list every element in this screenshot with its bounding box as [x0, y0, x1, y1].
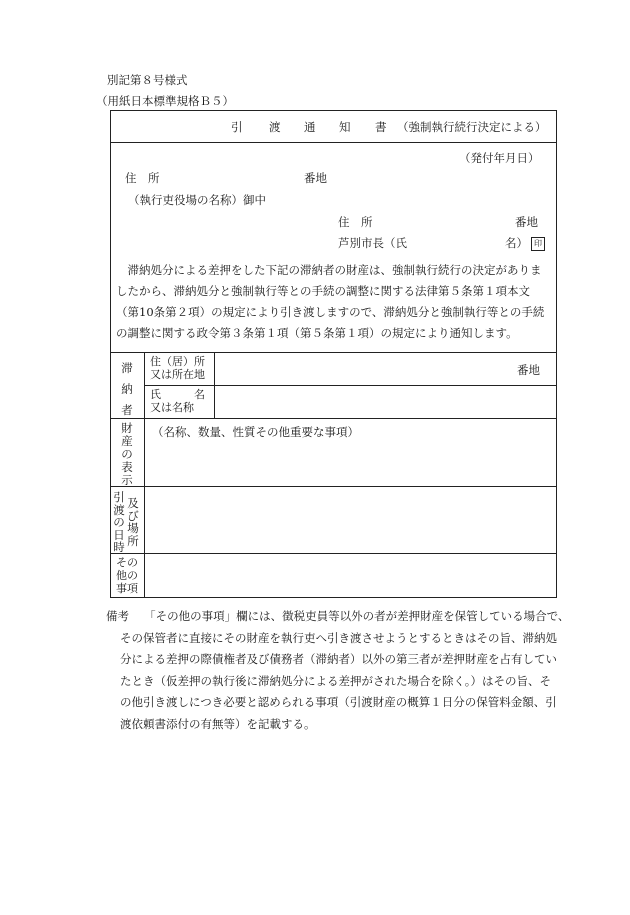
remarks-line: 渡依頼書添付の有無等）を記載する。 [120, 716, 316, 731]
divider-body [110, 352, 557, 353]
delinquent-label: 滞納者 [121, 361, 133, 417]
notice-body [116, 260, 552, 344]
column-label-divider [144, 352, 145, 598]
recipient-banchi: 番地 [304, 171, 327, 185]
remarks-line: 「その他の事項」欄には、徴税吏員等以外の者が差押財産を保管している場合で、 [144, 609, 570, 623]
address-label-line2: 又は所在地 [150, 368, 205, 381]
title-char-1: 引 [231, 120, 243, 134]
notice-form [110, 110, 557, 598]
remarks-line: その保管者に直接にその財産を執行吏へ引き渡させようとするときはその旨、滞納処 [120, 630, 557, 645]
sender-name-suffix [505, 235, 545, 251]
body-line: （第10条第２項）の規定により引き渡しますので、滞納処分と強制執行等との手続 [116, 305, 545, 319]
form-number: 別記第８号様式 [107, 73, 188, 87]
recipient-address-label: 住 所 [125, 171, 160, 185]
body-line: 滞納処分による差押をした下記の滞納者の財産は、強制執行続行の決定がありま [116, 263, 542, 277]
title-char-2: 渡 [269, 120, 281, 134]
body-line: したから、滞納処分と強制執行等との手続の調整に関する法律第５条第１項本文 [116, 284, 530, 298]
title-char-3: 通 [304, 120, 316, 134]
issue-date: （発付年月日） [459, 151, 540, 165]
remarks-line: の他引き渡しにつき必要と認められる事項（引渡財産の概算１日分の保管料金額、引 [120, 695, 557, 709]
remarks [106, 606, 576, 735]
sender-banchi: 番地 [515, 215, 538, 229]
divider-property [110, 486, 557, 487]
handover-label-date: 引渡の日時 [113, 490, 125, 554]
sender-address-label: 住 所 [338, 215, 373, 229]
paper-spec: （用紙日本標準規格Ｂ５） [96, 94, 234, 108]
divider-label-small [144, 385, 214, 386]
name-label-line1: 氏 名 [150, 388, 205, 401]
title-char-5: 書 [375, 120, 387, 134]
column-sublabel-divider [214, 352, 215, 418]
handover-label-place: 及び場所 [127, 496, 139, 548]
property-label: 財産の表示 [121, 421, 133, 487]
sender-name-suffix-text: 名） [505, 236, 528, 250]
title-char-4: 知 [339, 120, 351, 134]
remarks-first-line [106, 606, 576, 628]
other-label: その他の事項 [116, 556, 138, 595]
remarks-line: たとき（仮差押の執行後に滞納処分による差押がされた場合を除く。）はその旨、そ [120, 673, 552, 688]
remarks-line: 分による差押の際債権者及び債務者（滞納者）以外の第三者が差押財産を占有してい [120, 652, 557, 666]
body-line: の調整に関する政令第３条第１項（第５条第１項）の規定により通知します。 [116, 326, 518, 340]
property-note: （名称、数量、性質その他重要な事項） [152, 425, 359, 439]
title-suffix: （強制執行続行決定による） [397, 120, 547, 134]
remarks-label: 備考 [106, 609, 129, 623]
address-banchi: 番地 [517, 363, 540, 377]
divider-handover [110, 553, 557, 554]
seal-icon: 印 [531, 237, 545, 251]
divider-address [214, 385, 557, 386]
address-label-line1: 住（居）所 [150, 355, 205, 368]
sender-mayor: 芦別市長（氏 [338, 236, 407, 250]
recipient-office-name: （執行吏役場の名称）御中 [128, 193, 266, 207]
divider-delinquent [110, 418, 557, 419]
name-label-line2: 又は名称 [150, 401, 194, 414]
divider-title [110, 142, 557, 143]
